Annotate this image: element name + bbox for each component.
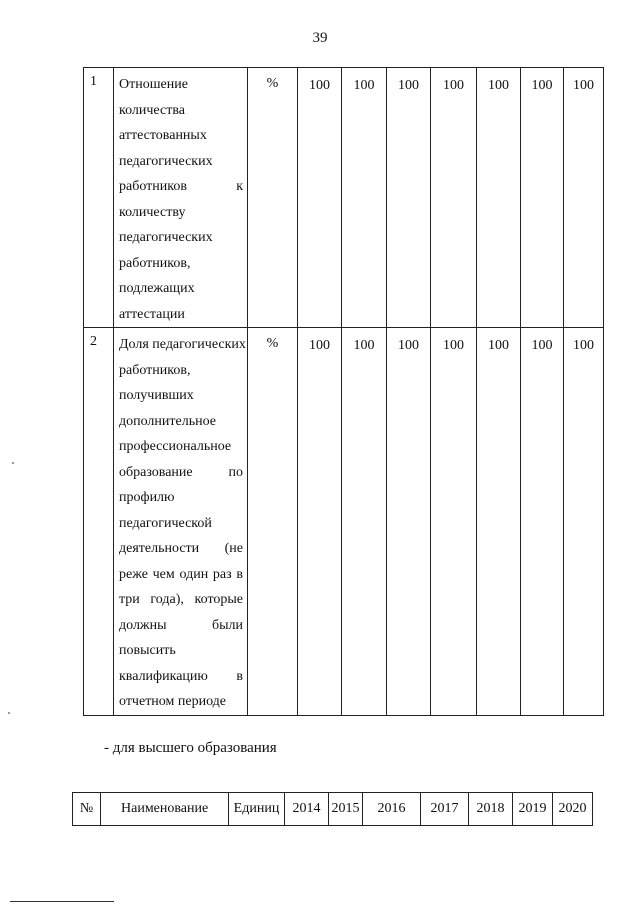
column-header-year: 2016 xyxy=(363,793,421,826)
indicators-table xyxy=(83,67,604,716)
value-cell: 100 xyxy=(521,328,564,716)
unit-cell: % xyxy=(248,68,298,328)
indicator-name-line: профессиональное xyxy=(119,439,232,454)
indicator-name-line: подлежащих xyxy=(119,281,195,296)
column-header-name: Наименование xyxy=(101,793,229,826)
value-cell: 100 xyxy=(387,68,431,328)
indicator-name-line: реже чем один раз в xyxy=(119,566,243,582)
column-header-year: 2018 xyxy=(469,793,513,826)
row-number: 2 xyxy=(84,328,114,716)
indicator-name-line: должны были xyxy=(119,617,243,633)
page-number: 39 xyxy=(312,30,328,46)
indicator-name-line: работников, xyxy=(119,255,191,271)
indicator-name-line: педагогических xyxy=(119,153,213,169)
indicator-name-line: аттестации xyxy=(119,306,185,322)
indicator-name-line: аттестованных xyxy=(119,128,207,143)
indicator-name-line: квалификацию в xyxy=(119,668,243,684)
indicator-name-line: образование по xyxy=(119,464,243,480)
section-label: - для высшего образования xyxy=(104,740,277,756)
indicator-name-line: педагогической xyxy=(119,515,212,531)
table-row xyxy=(84,328,604,716)
column-header-unit: Единиц xyxy=(229,793,285,826)
column-header-year: 2019 xyxy=(513,793,553,826)
column-header-year: 2020 xyxy=(553,793,593,826)
unit-cell: % xyxy=(248,328,298,716)
indicator-name xyxy=(114,68,248,328)
scan-speck xyxy=(12,462,14,464)
indicator-name-line: работников, xyxy=(119,362,191,378)
indicator-name-line: получивших xyxy=(119,388,194,403)
value-cell: 100 xyxy=(431,68,477,328)
footnote-separator xyxy=(10,901,114,902)
indicator-name-line: количеству xyxy=(119,204,186,220)
indicator-name-line: профилю xyxy=(119,490,175,505)
value-cell: 100 xyxy=(477,328,521,716)
value-cell: 100 xyxy=(521,68,564,328)
column-header-year: 2014 xyxy=(285,793,329,826)
indicator-name-line: педагогических xyxy=(119,230,213,245)
indicator-name-line: дополнительное xyxy=(119,413,216,429)
indicator-name-line: деятельности (не xyxy=(119,541,243,556)
value-cell: 100 xyxy=(342,328,387,716)
indicator-name xyxy=(114,328,248,716)
higher-education-table-header xyxy=(72,792,593,826)
table-header-row xyxy=(73,793,593,826)
indicator-name-line: Отношение xyxy=(119,77,188,92)
indicator-name-line: повысить xyxy=(119,643,176,658)
indicator-name-line: отчетном периоде xyxy=(119,694,227,709)
column-header-year: 2017 xyxy=(421,793,469,826)
value-cell: 100 xyxy=(387,328,431,716)
column-header-number: № xyxy=(73,793,101,826)
value-cell: 100 xyxy=(342,68,387,328)
row-number: 1 xyxy=(84,68,114,328)
value-cell: 100 xyxy=(564,328,604,716)
indicator-name-line: Доля педагогических xyxy=(119,337,246,352)
column-header-year: 2015 xyxy=(329,793,363,826)
value-cell: 100 xyxy=(477,68,521,328)
value-cell: 100 xyxy=(564,68,604,328)
value-cell: 100 xyxy=(298,328,342,716)
indicator-name-line: количества xyxy=(119,102,185,118)
value-cell: 100 xyxy=(431,328,477,716)
table-row xyxy=(84,68,604,328)
indicator-name-line: три года), которые xyxy=(119,592,243,607)
indicator-name-line: работников к xyxy=(119,179,243,194)
scan-speck xyxy=(8,712,10,714)
value-cell: 100 xyxy=(298,68,342,328)
